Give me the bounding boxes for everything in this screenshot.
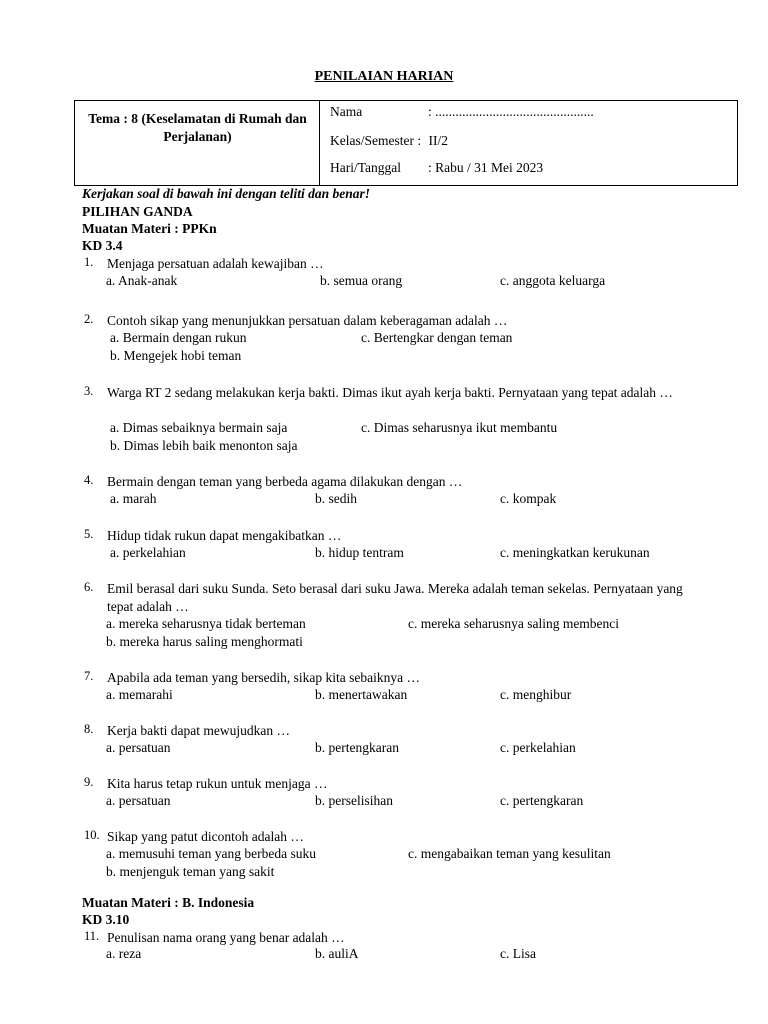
question-number: 7. xyxy=(84,669,94,683)
nama-label: Nama xyxy=(330,104,363,119)
option-a: a. marah xyxy=(110,491,157,506)
question-text: Bermain dengan teman yang berbeda agama dilakukan dengan … xyxy=(107,474,463,489)
option-c: c. anggota keluarga xyxy=(500,273,606,288)
option-b: b. Mengejek hobi teman xyxy=(110,348,242,363)
option-a: a. perkelahian xyxy=(110,545,186,560)
kelas-row xyxy=(330,133,448,149)
tema-cell xyxy=(75,101,320,185)
nama-row xyxy=(330,104,362,120)
option-b: b. sedih xyxy=(315,491,357,506)
question-number: 3. xyxy=(84,384,94,398)
kd-ppkn: KD 3.4 xyxy=(82,238,123,253)
option-c: c. kompak xyxy=(500,491,557,506)
question-number: 9. xyxy=(84,775,94,789)
option-a: a. Dimas sebaiknya bermain saja xyxy=(110,420,288,435)
option-c: c. Lisa xyxy=(500,946,536,961)
option-a: a. memusuhi teman yang berbeda suku xyxy=(106,846,316,861)
hari-row xyxy=(330,160,401,176)
option-b: b. hidup tentram xyxy=(315,545,404,560)
nama-value: : ............................................... xyxy=(428,104,594,119)
question-number: 1. xyxy=(84,255,94,269)
option-b: b. menjenguk teman yang sakit xyxy=(106,864,275,879)
option-b: b. perselisihan xyxy=(315,793,393,808)
option-c: c. perkelahian xyxy=(500,740,576,755)
question-number: 2. xyxy=(84,312,94,326)
option-a: a. Bermain dengan rukun xyxy=(110,330,247,345)
section-heading: PILIHAN GANDA xyxy=(82,204,193,219)
subject-bindonesia: Muatan Materi : B. Indonesia xyxy=(82,895,255,910)
option-b: b. auliA xyxy=(315,946,359,961)
question-number: 8. xyxy=(84,722,94,736)
option-c: c. mengabaikan teman yang kesulitan xyxy=(408,846,611,861)
question-number: 6. xyxy=(84,580,94,594)
option-c: c. menghibur xyxy=(500,687,572,702)
option-b: b. Dimas lebih baik menonton saja xyxy=(110,438,298,453)
header-table xyxy=(74,100,738,186)
question-text: Menjaga persatuan adalah kewajiban … xyxy=(107,256,324,271)
question-number: 10. xyxy=(84,828,100,842)
option-a: a. persatuan xyxy=(106,740,171,755)
question-text: Contoh sikap yang menunjukkan persatuan dalam keberagaman adalah … xyxy=(107,313,508,328)
question-text: Apabila ada teman yang bersedih, sikap kita sebaiknya … xyxy=(107,670,421,685)
question-text: Emil berasal dari suku Sunda. Seto berasal dari suku Jawa. Mereka adalah teman sekelas. Pernyataan yang tepat adalah … xyxy=(107,581,683,614)
identity-cell xyxy=(320,101,737,185)
option-c: c. pertengkaran xyxy=(500,793,584,808)
option-a: a. persatuan xyxy=(106,793,171,808)
option-a: a. mereka seharusnya tidak berteman xyxy=(106,616,306,631)
option-c: c. mereka seharusnya saling membenci xyxy=(408,616,620,631)
option-b: b. semua orang xyxy=(320,273,403,288)
question-number: 4. xyxy=(84,473,94,487)
option-c: c. Dimas seharusnya ikut membantu xyxy=(361,420,558,435)
question-text: Sikap yang patut dicontoh adalah … xyxy=(107,829,304,844)
option-b: b. mereka harus saling menghormati xyxy=(106,634,303,649)
question-number: 11. xyxy=(84,929,100,943)
option-c: c. meningkatkan kerukunan xyxy=(500,545,650,560)
kd-bindonesia: KD 3.10 xyxy=(82,912,130,927)
kelas-label: Kelas/Semester : xyxy=(330,133,422,148)
option-c: c. Bertengkar dengan teman xyxy=(361,330,513,345)
question-text: Penulisan nama orang yang benar adalah … xyxy=(107,930,345,945)
option-a: a. reza xyxy=(106,946,142,961)
kelas-value: II/2 xyxy=(428,133,448,148)
option-b: b. menertawakan xyxy=(315,687,408,702)
subject-ppkn: Muatan Materi : PPKn xyxy=(82,221,217,236)
question-text: Hidup tidak rukun dapat mengakibatkan … xyxy=(107,528,342,543)
hari-label: Hari/Tanggal xyxy=(330,160,402,175)
instruction: Kerjakan soal di bawah ini dengan teliti dan benar! xyxy=(82,186,371,201)
tema-text: Tema : 8 (Keselamatan di Rumah dan Perjalanan) xyxy=(88,111,307,144)
hari-value: : Rabu / 31 Mei 2023 xyxy=(428,160,544,175)
page-title: PENILAIAN HARIAN xyxy=(314,69,454,84)
option-a: a. memarahi xyxy=(106,687,173,702)
question-number: 5. xyxy=(84,527,94,541)
question-text: Warga RT 2 sedang melakukan kerja bakti. Dimas ikut ayah kerja bakti. Pernyataan yang tepat adalah … xyxy=(107,385,673,400)
option-a: a. Anak-anak xyxy=(106,273,178,288)
option-b: b. pertengkaran xyxy=(315,740,399,755)
question-text: Kerja bakti dapat mewujudkan … xyxy=(107,723,290,738)
question-text: Kita harus tetap rukun untuk menjaga … xyxy=(107,776,328,791)
